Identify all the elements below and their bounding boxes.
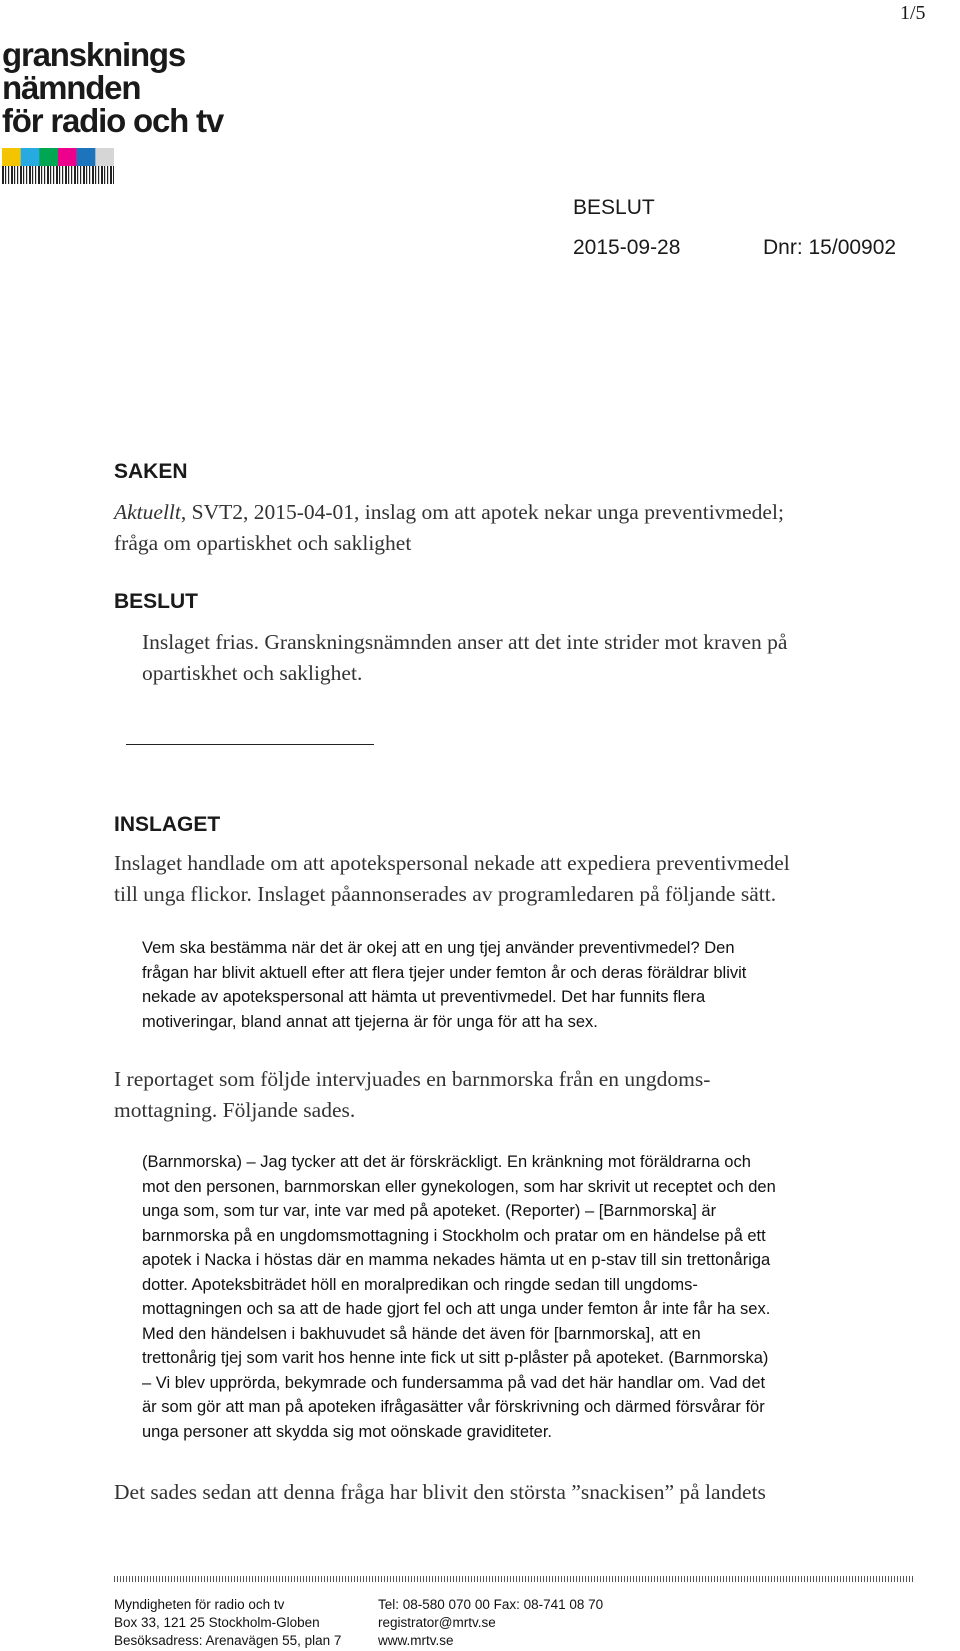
page-number: 1/5 bbox=[900, 2, 926, 24]
document-type: BESLUT bbox=[573, 196, 655, 219]
logo-barcode-stripe bbox=[80, 166, 81, 184]
quote-line: unga som, som tur var, inte var med på apoteket. (Reporter) – [Barnmorska] är bbox=[142, 1202, 717, 1220]
logo-color-bars bbox=[2, 148, 114, 184]
inslaget-intro bbox=[114, 848, 884, 910]
quote-line: nekade av apotekspersonal att hämta ut preventivmedel. Det har funnits flera bbox=[142, 988, 706, 1006]
quote-line: – Vi blev upprörda, bekymrade och fundersamma på vad det här handlar om. Vad det bbox=[142, 1373, 766, 1392]
logo-barcode-stripe bbox=[74, 166, 76, 184]
logo-barcode-stripe bbox=[23, 166, 24, 184]
quote-line: Med den händelsen i bakhuvudet så hände det även för [barnmorska], att en bbox=[142, 1324, 701, 1343]
saken-heading: SAKEN bbox=[114, 460, 188, 483]
saken-text bbox=[114, 497, 884, 559]
logo-barcode-stripe bbox=[29, 166, 31, 184]
saken-text-line2: fråga om opartiskhet och saklighet bbox=[114, 531, 412, 555]
quote-line: motiveringar, bland annat att tjejerna är för unga för att ha sex. bbox=[142, 1012, 598, 1031]
separator-line bbox=[126, 744, 374, 745]
continuation-paragraph bbox=[114, 1477, 884, 1508]
reportage-line-2: mottagning. Följande sades. bbox=[114, 1098, 356, 1122]
logo-barcode-stripe bbox=[32, 166, 33, 184]
inslaget-line-1: Inslaget handlade om att apotekspersonal nekade att expediera preventivmedel bbox=[114, 851, 790, 875]
logo-barcode-stripe bbox=[41, 166, 42, 184]
logo-color-bar bbox=[39, 148, 58, 166]
logo-barcode-stripe bbox=[71, 166, 72, 184]
quote-line: är som gör att man på apoteken ifrågasätter vår förskrivning och därmed försvårar för bbox=[142, 1398, 765, 1416]
footer-org-name: Myndigheten för radio och tv bbox=[114, 1597, 285, 1612]
beslut-line-2: opartiskhet och saklighet. bbox=[142, 661, 363, 685]
logo-barcode-stripe bbox=[110, 166, 112, 184]
footer-phone-fax: Tel: 08-580 070 00 Fax: 08-741 08 70 bbox=[378, 1597, 604, 1612]
logo-barcode-stripe bbox=[50, 166, 51, 184]
inslaget-line-2: till unga flickor. Inslaget påannonserades av programledaren på följande sätt. bbox=[114, 882, 777, 906]
logo-barcode-stripe bbox=[2, 166, 4, 184]
logo-barcode-stripe bbox=[11, 166, 13, 184]
logo-barcode-stripe bbox=[17, 166, 18, 184]
logo bbox=[2, 38, 252, 188]
quote-line: mottagningen och sa att de hade gjort fel och att unga under femton år inte får ha sex. bbox=[142, 1300, 771, 1318]
footer-contact bbox=[378, 1596, 603, 1650]
logo-color-bar bbox=[95, 148, 114, 166]
quote-line: (Barnmorska) – Jag tycker att det är förskräckligt. En kränkning mot föräldrarna och bbox=[142, 1153, 751, 1171]
logo-barcode-stripe bbox=[62, 166, 63, 184]
logo-barcode-stripe bbox=[65, 166, 67, 184]
document-date: 2015-09-28 bbox=[573, 236, 681, 259]
quote-line: frågan har blivit aktuell efter att flera tjejer under femton år och deras föräldrar blivit bbox=[142, 963, 747, 982]
logo-barcode-stripe bbox=[8, 166, 9, 184]
logo-barcode-stripe bbox=[86, 166, 87, 184]
logo-barcode-stripe bbox=[92, 166, 94, 184]
quote-line: mot den personen, barnmorskan eller gynekologen, som har skrivit ut receptet och den bbox=[142, 1177, 776, 1196]
footer-rule bbox=[114, 1576, 914, 1582]
logo-color-bar bbox=[58, 148, 77, 166]
quote-line: Vem ska bestämma när det är okej att en ung tjej använder preventivmedel? Den bbox=[142, 939, 735, 957]
continuation-line-1: Det sades sedan att denna fråga har blivit den största ”snackisen” på landets bbox=[114, 1480, 766, 1504]
footer-visit-address: Besöksadress: Arenavägen 55, plan 7 bbox=[114, 1633, 342, 1648]
logo-barcode-stripe bbox=[5, 166, 6, 184]
beslut-heading: BESLUT bbox=[114, 590, 198, 613]
logo-barcode-stripe bbox=[38, 166, 40, 184]
footer-website-link[interactable]: www.mrtv.se bbox=[378, 1633, 454, 1648]
beslut-line-1: Inslaget frias. Granskningsnämnden anser att det inte strider mot kraven på bbox=[142, 630, 788, 654]
logo-barcode-stripe bbox=[107, 166, 108, 184]
logo-barcode-stripe bbox=[98, 166, 99, 184]
logo-barcode-stripe bbox=[56, 166, 58, 184]
logo-barcode-stripe bbox=[77, 166, 78, 184]
logo-barcode-stripe bbox=[104, 166, 105, 184]
inslaget-heading: INSLAGET bbox=[114, 813, 221, 836]
logo-barcode-stripe bbox=[26, 166, 27, 184]
logo-color-bar bbox=[77, 148, 96, 166]
logo-barcode-stripe bbox=[35, 166, 36, 184]
logo-barcode-stripe bbox=[20, 166, 22, 184]
logo-barcode-stripe bbox=[113, 166, 114, 184]
footer-postal-address: Box 33, 121 25 Stockholm-Globen bbox=[114, 1615, 320, 1630]
document-dnr: Dnr: 15/00902 bbox=[763, 236, 897, 259]
logo-color-bar bbox=[21, 148, 40, 166]
logo-barcode-stripe bbox=[89, 166, 90, 184]
logo-barcode-stripe bbox=[101, 166, 103, 184]
logo-barcode-stripe bbox=[14, 166, 15, 184]
quote-line: apotek i Nacka i höstas där en mamma nekades hämta ut en p-stav till sin trettonåriga bbox=[142, 1251, 771, 1269]
quote-reportage bbox=[142, 1150, 872, 1444]
quote-line: barnmorska på en ungdomsmottagning i Stockholm och pratar om en händelse på ett bbox=[142, 1226, 766, 1245]
footer-address bbox=[114, 1596, 341, 1650]
logo-line-1: gransknings bbox=[2, 36, 186, 73]
quote-announcement bbox=[142, 936, 872, 1034]
logo-barcode-stripe bbox=[83, 166, 85, 184]
reportage-line-1: I reportaget som följde intervjuades en barnmorska från en ungdoms- bbox=[114, 1067, 711, 1091]
beslut-text bbox=[142, 627, 882, 689]
logo-barcode-stripe bbox=[53, 166, 54, 184]
logo-barcode-stripe bbox=[68, 166, 69, 184]
logo-line-3: för radio och tv bbox=[2, 102, 223, 139]
logo-barcode-stripe bbox=[59, 166, 60, 184]
program-name: Aktuellt bbox=[114, 500, 181, 524]
quote-line: trettonårig tjej som varit hos henne inte fick ut sitt p-plåster på apoteket. (Barnmorska) bbox=[142, 1349, 769, 1367]
quote-line: dotter. Apoteksbiträdet höll en moralpredikan och ringde sedan till ungdoms- bbox=[142, 1275, 698, 1294]
logo-barcode-stripe bbox=[44, 166, 45, 184]
logo-color-bar bbox=[2, 148, 21, 166]
logo-barcode-stripe bbox=[47, 166, 49, 184]
logo-line-2: nämnden bbox=[2, 69, 141, 106]
quote-line: unga personer att skydda sig mot oönskade graviditeter. bbox=[142, 1422, 552, 1441]
reportage-intro bbox=[114, 1064, 884, 1126]
logo-barcode-stripe bbox=[95, 166, 96, 184]
saken-text-rest: , SVT2, 2015-04-01, inslag om att apotek nekar unga preventivmedel; bbox=[180, 500, 784, 524]
footer-email-link[interactable]: registrator@mrtv.se bbox=[378, 1615, 496, 1630]
